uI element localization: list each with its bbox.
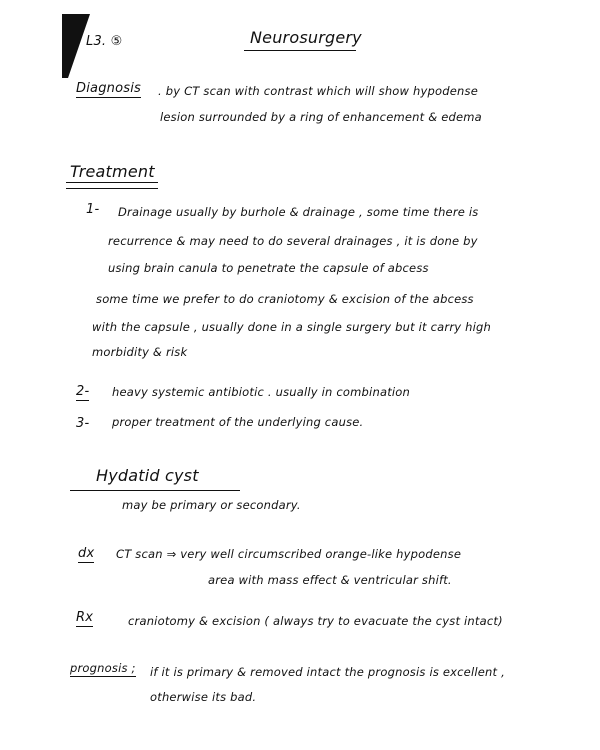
page-title: Neurosurgery xyxy=(250,28,362,47)
treatment-para-line-2: with the capsule , usually done in a single surgery but it carry high xyxy=(92,320,491,334)
hydatid-subtitle: may be primary or secondary. xyxy=(122,498,301,512)
prognosis-line-2: otherwise its bad. xyxy=(150,690,257,704)
treatment-item-3-text: proper treatment of the underlying cause. xyxy=(112,415,364,429)
treatment-para-line-1: some time we prefer to do craniotomy & excision of the abcess xyxy=(96,292,474,306)
treatment-item-1-line-2: recurrence & may need to do several drainages , it is done by xyxy=(108,234,478,248)
treatment-para-line-3: morbidity & risk xyxy=(92,345,188,359)
treatment-underline-1 xyxy=(66,182,158,183)
diagnosis-label: Diagnosis xyxy=(76,81,141,96)
treatment-item-1-number: 1- xyxy=(86,202,100,217)
treatment-item-1-line-3: using brain canula to penetrate the capsule of abcess xyxy=(108,261,429,275)
dx-line-2: area with mass effect & ventricular shift. xyxy=(208,573,452,587)
diagnosis-line-2: lesion surrounded by a ring of enhancement & edema xyxy=(160,110,482,124)
treatment-underline-2 xyxy=(66,188,158,189)
hydatid-underline xyxy=(70,490,240,491)
rx-label: Rx xyxy=(76,610,94,625)
rx-text: craniotomy & excision ( always try to evacuate the cyst intact) xyxy=(128,614,503,628)
treatment-item-2-text: heavy systemic antibiotic . usually in combination xyxy=(112,385,411,399)
prognosis-label: prognosis ; xyxy=(70,661,136,675)
title-underline xyxy=(244,50,356,51)
hydatid-heading: Hydatid cyst xyxy=(96,466,199,485)
treatment-item-1-line-1: Drainage usually by burhole & drainage , some time there is xyxy=(118,205,479,219)
treatment-heading: Treatment xyxy=(70,162,155,181)
diagnosis-line-1: . by CT scan with contrast which will show hypodense xyxy=(158,84,478,98)
page-reference: L3. ⑤ xyxy=(86,34,123,49)
treatment-item-3-number: 3- xyxy=(76,416,90,431)
treatment-item-2-number: 2- xyxy=(76,384,90,399)
dx-line-1: CT scan ⇒ very well circumscribed orange-like hypodense xyxy=(116,547,462,561)
dx-label: dx xyxy=(78,546,95,561)
corner-tab-shape xyxy=(0,0,90,80)
prognosis-line-1: if it is primary & removed intact the prognosis is excellent , xyxy=(150,665,505,679)
